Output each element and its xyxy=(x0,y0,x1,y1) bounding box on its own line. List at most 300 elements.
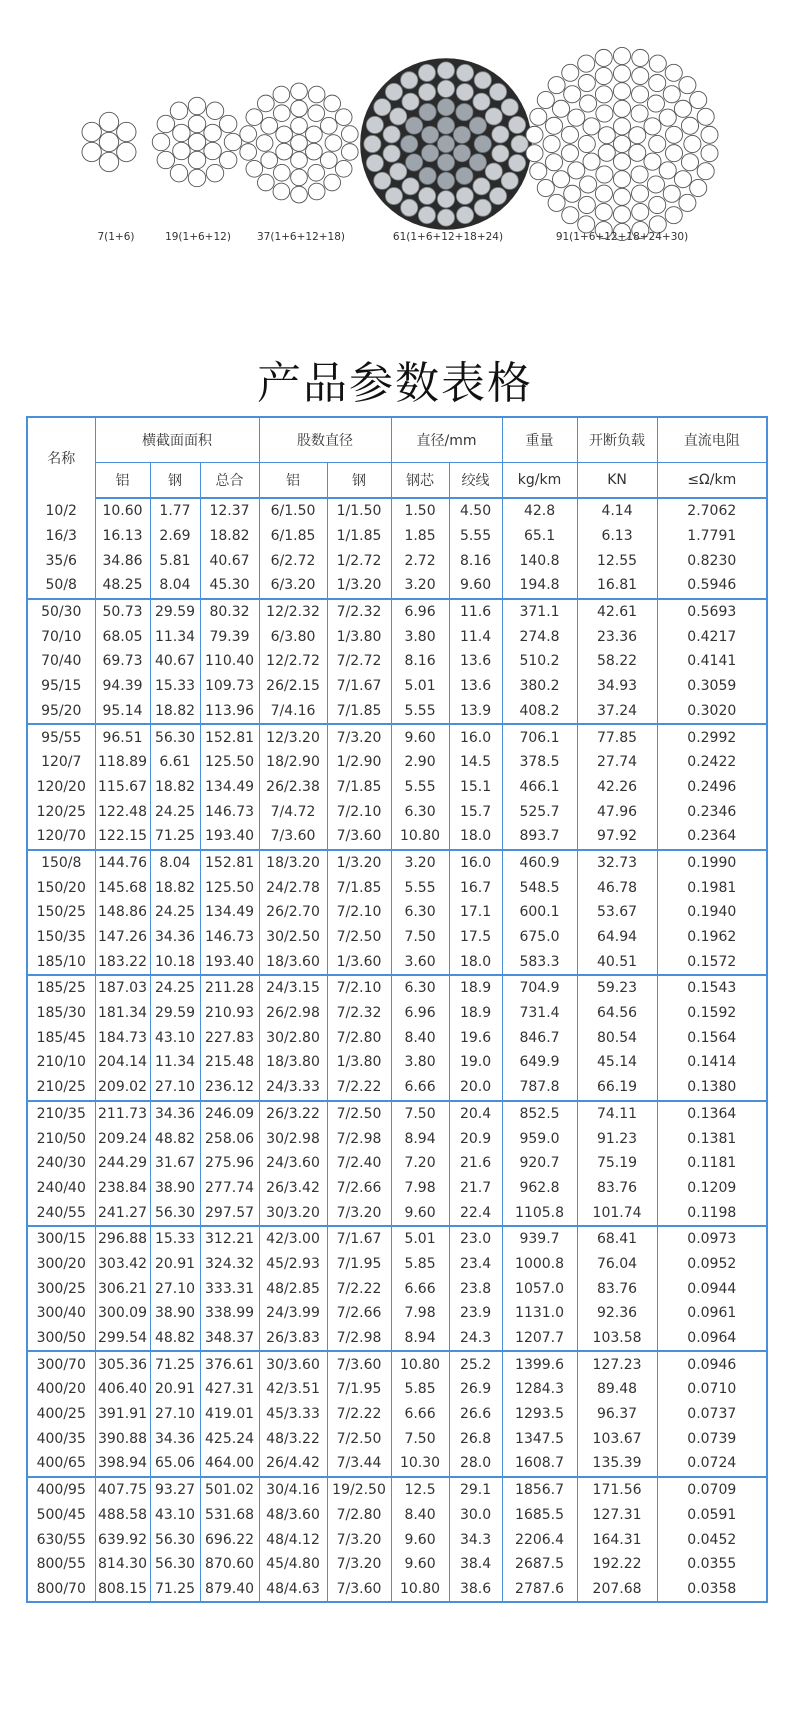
wire xyxy=(291,186,308,203)
wire xyxy=(613,153,630,170)
table-cell: 24.25 xyxy=(150,975,200,1001)
row-name-cell: 120/20 xyxy=(36,778,86,795)
table-row xyxy=(27,599,767,625)
table-cell: 20.9 xyxy=(449,1126,502,1151)
strand-91-drawing xyxy=(622,144,623,145)
row-name-cell: 300/20 xyxy=(36,1255,86,1272)
table-cell: 7/3.60 xyxy=(327,824,391,850)
table-cell: 5.55 xyxy=(449,524,502,549)
table-row xyxy=(27,1351,767,1377)
wire xyxy=(564,86,581,103)
wire xyxy=(545,154,562,171)
header-name: 名称 xyxy=(47,451,76,467)
wire xyxy=(188,97,205,114)
table-cell: 0.2992 xyxy=(657,724,767,750)
wire xyxy=(548,194,565,211)
wire xyxy=(469,117,486,134)
table-cell: 29.59 xyxy=(150,599,200,625)
table-cell: 2.90 xyxy=(391,750,449,775)
wire xyxy=(402,93,419,110)
table-cell: 115.67 xyxy=(95,775,150,800)
table-cell: 0.1564 xyxy=(657,1025,767,1050)
table-cell: 40.51 xyxy=(577,949,657,975)
wire xyxy=(240,126,257,143)
table-cell: 1105.8 xyxy=(502,1200,577,1226)
row-name-cell: 120/25 xyxy=(36,803,86,820)
table-cell: 787.8 xyxy=(502,1075,577,1101)
table-cell: 10.60 xyxy=(95,498,150,524)
header-row-1 xyxy=(27,417,767,463)
table-cell: 8.94 xyxy=(391,1126,449,1151)
table-cell: 29.1 xyxy=(449,1477,502,1503)
table-cell: 258.06 xyxy=(200,1126,259,1151)
table-cell: 0.1181 xyxy=(657,1151,767,1176)
wire xyxy=(257,95,274,112)
table-cell: 464.00 xyxy=(200,1451,259,1477)
table-cell: 18.82 xyxy=(200,524,259,549)
table-cell: 244.29 xyxy=(95,1151,150,1176)
table-cell: 110.40 xyxy=(200,649,259,674)
table-row xyxy=(27,775,767,800)
table-cell: 96.51 xyxy=(95,724,150,750)
table-cell: 24.25 xyxy=(150,799,200,824)
wire xyxy=(595,49,612,66)
table-cell: 0.1198 xyxy=(657,1200,767,1226)
row-name-cell: 500/45 xyxy=(36,1506,86,1523)
table-row xyxy=(27,1451,767,1477)
wire xyxy=(385,187,402,204)
table-cell: 846.7 xyxy=(502,1025,577,1050)
table-row xyxy=(27,925,767,950)
table-cell: 40.67 xyxy=(200,548,259,573)
table-cell: 7/3.60 xyxy=(327,1351,391,1377)
table-cell: 299.54 xyxy=(95,1326,150,1352)
table-cell: 89.48 xyxy=(577,1377,657,1402)
table-cell: 17.1 xyxy=(449,900,502,925)
wire xyxy=(173,124,190,141)
table-cell: 8.16 xyxy=(449,548,502,573)
wire xyxy=(665,207,682,224)
table-cell: 4.14 xyxy=(577,498,657,524)
row-name-cell: 150/20 xyxy=(36,879,86,896)
row-name-cell: 400/25 xyxy=(36,1406,86,1423)
table-cell: 1131.0 xyxy=(502,1301,577,1326)
table-row xyxy=(27,1552,767,1577)
table-cell: 0.1940 xyxy=(657,900,767,925)
table-cell: 13.6 xyxy=(449,674,502,699)
table-cell: 27.10 xyxy=(150,1402,200,1427)
wire xyxy=(273,183,290,200)
row-name-cell: 240/30 xyxy=(36,1155,86,1172)
wire xyxy=(578,74,595,91)
strand-7-caption: 7(1+6) xyxy=(97,231,135,243)
wire xyxy=(437,80,454,97)
table-cell: 466.1 xyxy=(502,775,577,800)
wire xyxy=(649,196,666,213)
wire xyxy=(273,105,290,122)
table-cell: 42.26 xyxy=(577,775,657,800)
wire xyxy=(341,126,358,143)
table-cell: 45/2.93 xyxy=(259,1252,327,1277)
table-cell: 15.33 xyxy=(150,674,200,699)
wire xyxy=(188,115,205,132)
wire xyxy=(406,117,423,134)
wire xyxy=(526,126,543,143)
table-cell: 18.9 xyxy=(449,1001,502,1026)
wire xyxy=(526,145,543,162)
wire xyxy=(418,207,435,224)
table-cell: 0.5693 xyxy=(657,599,767,625)
table-cell: 297.57 xyxy=(200,1200,259,1226)
table-row xyxy=(27,1226,767,1252)
table-cell: 1.85 xyxy=(391,524,449,549)
table-cell: 18.82 xyxy=(150,775,200,800)
table-cell: 0.1381 xyxy=(657,1126,767,1151)
table-cell: 122.48 xyxy=(95,799,150,824)
table-cell: 59.23 xyxy=(577,975,657,1001)
table-cell: 6/2.72 xyxy=(259,548,327,573)
table-cell: 7/1.95 xyxy=(327,1377,391,1402)
table-cell: 7/1.67 xyxy=(327,674,391,699)
wire xyxy=(437,135,454,152)
wire xyxy=(99,152,118,171)
table-cell: 42.8 xyxy=(502,498,577,524)
table-cell: 68.05 xyxy=(95,624,150,649)
wire xyxy=(548,77,565,94)
table-cell: 324.32 xyxy=(200,1252,259,1277)
table-row xyxy=(27,875,767,900)
wire xyxy=(509,154,526,171)
table-cell: 18.0 xyxy=(449,824,502,850)
table-cell: 0.2346 xyxy=(657,799,767,824)
wire xyxy=(437,99,454,116)
table-cell: 183.22 xyxy=(95,949,150,975)
wire xyxy=(157,115,174,132)
wire xyxy=(256,135,273,152)
wire xyxy=(596,166,613,183)
table-row xyxy=(27,624,767,649)
table-row xyxy=(27,1377,767,1402)
table-cell: 1/3.20 xyxy=(327,573,391,599)
table-cell: 406.40 xyxy=(95,1377,150,1402)
wire xyxy=(564,185,581,202)
wire xyxy=(291,152,308,169)
wire xyxy=(173,142,190,159)
table-row xyxy=(27,1326,767,1352)
table-cell: 0.2364 xyxy=(657,824,767,850)
row-name-cell: 240/40 xyxy=(36,1179,86,1196)
table-cell: 29.59 xyxy=(150,1001,200,1026)
table-cell: 227.83 xyxy=(200,1025,259,1050)
table-cell: 22.4 xyxy=(449,1200,502,1226)
table-cell: 146.73 xyxy=(200,925,259,950)
table-cell: 0.2422 xyxy=(657,750,767,775)
table-cell: 24/3.33 xyxy=(259,1075,327,1101)
table-cell: 109.73 xyxy=(200,674,259,699)
wire xyxy=(453,126,470,143)
header-steel-strand: 钢 xyxy=(327,463,391,499)
table-cell: 7/2.80 xyxy=(327,1025,391,1050)
table-cell: 7/1.85 xyxy=(327,875,391,900)
row-name-cell: 400/65 xyxy=(36,1455,86,1472)
table-cell: 1207.7 xyxy=(502,1326,577,1352)
table-cell: 38.90 xyxy=(150,1301,200,1326)
wire xyxy=(649,135,666,152)
table-cell: 34.93 xyxy=(577,674,657,699)
table-cell: 5.55 xyxy=(391,875,449,900)
row-name-cell: 70/10 xyxy=(41,628,82,645)
wire xyxy=(473,93,490,110)
table-cell: 1000.8 xyxy=(502,1252,577,1277)
table-cell: 50.73 xyxy=(95,599,150,625)
table-cell: 27.10 xyxy=(150,1276,200,1301)
table-cell: 8.40 xyxy=(391,1025,449,1050)
table-cell: 18.82 xyxy=(150,699,200,725)
table-cell: 296.88 xyxy=(95,1226,150,1252)
table-cell: 134.49 xyxy=(200,900,259,925)
table-cell: 5.85 xyxy=(391,1252,449,1277)
table-cell: 1399.6 xyxy=(502,1351,577,1377)
table-cell: 18/2.90 xyxy=(259,750,327,775)
table-cell: 45.14 xyxy=(577,1050,657,1075)
table-cell: 24/3.15 xyxy=(259,975,327,1001)
row-name-cell: 120/7 xyxy=(41,754,82,771)
wire xyxy=(152,133,169,150)
table-cell: 118.89 xyxy=(95,750,150,775)
table-cell: 300.09 xyxy=(95,1301,150,1326)
row-group xyxy=(27,724,767,849)
wire xyxy=(261,152,278,169)
wire xyxy=(273,164,290,181)
wire xyxy=(659,109,676,126)
table-cell: 8.04 xyxy=(150,850,200,876)
wire xyxy=(308,183,325,200)
wire xyxy=(474,72,491,89)
header-total: 总合 xyxy=(200,463,259,499)
table-cell: 152.81 xyxy=(200,724,259,750)
table-cell: 209.02 xyxy=(95,1075,150,1101)
table-cell: 30/2.50 xyxy=(259,925,327,950)
table-cell: 16.81 xyxy=(577,573,657,599)
table-row xyxy=(27,1001,767,1026)
wire xyxy=(219,151,236,168)
table-cell: 7/2.40 xyxy=(327,1151,391,1176)
table-cell: 962.8 xyxy=(502,1176,577,1201)
row-name-cell: 210/35 xyxy=(36,1105,86,1122)
table-cell: 144.76 xyxy=(95,850,150,876)
row-group xyxy=(27,599,767,724)
row-name-cell: 185/10 xyxy=(36,953,86,970)
row-name-cell: 240/55 xyxy=(36,1204,86,1221)
wire xyxy=(561,145,578,162)
wire xyxy=(374,172,391,189)
table-cell: 2787.6 xyxy=(502,1577,577,1603)
table-cell: 46.78 xyxy=(577,875,657,900)
table-cell: 145.68 xyxy=(95,875,150,900)
wire xyxy=(474,135,491,152)
wire xyxy=(383,145,400,162)
table-cell: 8.94 xyxy=(391,1326,449,1352)
table-cell: 7/2.32 xyxy=(327,1001,391,1026)
wire xyxy=(188,151,205,168)
strand-19-drawing xyxy=(197,142,198,143)
wire xyxy=(385,83,402,100)
table-row xyxy=(27,975,767,1001)
wire xyxy=(595,185,612,202)
table-cell: 303.42 xyxy=(95,1252,150,1277)
header-diameter: 直径/mm xyxy=(391,417,502,463)
table-cell: 1/1.50 xyxy=(327,498,391,524)
wire xyxy=(188,133,205,150)
table-cell: 7/2.50 xyxy=(327,925,391,950)
table-cell: 34.36 xyxy=(150,1101,200,1127)
table-cell: 1.7791 xyxy=(657,524,767,549)
table-cell: 48/3.22 xyxy=(259,1426,327,1451)
table-cell: 7/2.10 xyxy=(327,900,391,925)
table-cell: 600.1 xyxy=(502,900,577,925)
wire xyxy=(492,126,509,143)
table-cell: 127.23 xyxy=(577,1351,657,1377)
wire xyxy=(473,178,490,195)
wire xyxy=(306,126,323,143)
table-cell: 80.54 xyxy=(577,1025,657,1050)
table-cell: 27.74 xyxy=(577,750,657,775)
wire xyxy=(598,127,615,144)
table-cell: 25.2 xyxy=(449,1351,502,1377)
wire xyxy=(580,95,597,112)
table-cell: 18.82 xyxy=(150,875,200,900)
table-cell: 10.80 xyxy=(391,824,449,850)
table-cell: 7/2.80 xyxy=(327,1503,391,1528)
table-cell: 19.6 xyxy=(449,1025,502,1050)
wire xyxy=(291,100,308,117)
wire xyxy=(306,143,323,160)
table-cell: 10.80 xyxy=(391,1351,449,1377)
header-load-unit: KN xyxy=(577,463,657,499)
strand-diagrams xyxy=(0,0,790,260)
table-cell: 7/3.60 xyxy=(327,1577,391,1603)
row-group xyxy=(27,975,767,1100)
strand-19-caption: 19(1+6+12) xyxy=(165,231,231,243)
wire xyxy=(530,108,547,125)
wire xyxy=(647,176,664,193)
strand-61-caption: 61(1+6+12+18+24) xyxy=(392,231,504,243)
row-group xyxy=(27,1101,767,1226)
table-cell: 12.55 xyxy=(577,548,657,573)
table-cell: 21.6 xyxy=(449,1151,502,1176)
row-name-cell: 50/8 xyxy=(45,577,77,594)
table-cell: 11.6 xyxy=(449,599,502,625)
table-row xyxy=(27,1176,767,1201)
wire xyxy=(530,163,547,180)
table-cell: 30.0 xyxy=(449,1503,502,1528)
table-row xyxy=(27,1276,767,1301)
table-cell: 209.24 xyxy=(95,1126,150,1151)
table-cell: 31.67 xyxy=(150,1151,200,1176)
table-row xyxy=(27,1126,767,1151)
table-cell: 5.01 xyxy=(391,1226,449,1252)
wire xyxy=(489,83,506,100)
table-row xyxy=(27,1527,767,1552)
table-cell: 6/3.20 xyxy=(259,573,327,599)
table-cell: 639.92 xyxy=(95,1527,150,1552)
table-cell: 14.5 xyxy=(449,750,502,775)
table-cell: 8.04 xyxy=(150,573,200,599)
table-row xyxy=(27,649,767,674)
table-row xyxy=(27,1151,767,1176)
table-cell: 333.31 xyxy=(200,1276,259,1301)
wire xyxy=(291,83,308,100)
wire xyxy=(419,167,436,184)
table-cell: 306.21 xyxy=(95,1276,150,1301)
table-cell: 6.30 xyxy=(391,799,449,824)
wire xyxy=(681,154,698,171)
table-cell: 5.55 xyxy=(391,699,449,725)
table-cell: 26/2.70 xyxy=(259,900,327,925)
table-cell: 6.96 xyxy=(391,599,449,625)
header-weight-unit: kg/km xyxy=(502,463,577,499)
wire xyxy=(674,100,691,117)
table-cell: 5.55 xyxy=(391,775,449,800)
wire xyxy=(595,203,612,220)
wire xyxy=(246,109,263,126)
wire xyxy=(437,154,454,171)
row-name-cell: 300/50 xyxy=(36,1330,86,1347)
table-cell: 93.27 xyxy=(150,1477,200,1503)
table-cell: 12.37 xyxy=(200,498,259,524)
wire xyxy=(632,185,649,202)
table-cell: 24.3 xyxy=(449,1326,502,1352)
table-cell: 5.85 xyxy=(391,1377,449,1402)
table-cell: 20.0 xyxy=(449,1075,502,1101)
wire xyxy=(364,135,381,152)
table-cell: 0.0355 xyxy=(657,1552,767,1577)
table-cell: 1.50 xyxy=(391,498,449,524)
table-row xyxy=(27,949,767,975)
table-cell: 103.67 xyxy=(577,1426,657,1451)
table-cell: 0.0739 xyxy=(657,1426,767,1451)
table-cell: 2206.4 xyxy=(502,1527,577,1552)
header-steel-core: 钢芯 xyxy=(391,463,449,499)
table-cell: 1347.5 xyxy=(502,1426,577,1451)
table-cell: 9.60 xyxy=(391,1552,449,1577)
wire xyxy=(456,104,473,121)
table-cell: 97.92 xyxy=(577,824,657,850)
table-cell: 18/3.80 xyxy=(259,1050,327,1075)
table-cell: 11.34 xyxy=(150,624,200,649)
wire xyxy=(489,187,506,204)
table-cell: 391.91 xyxy=(95,1402,150,1427)
table-cell: 274.8 xyxy=(502,624,577,649)
table-cell: 17.5 xyxy=(449,925,502,950)
wire xyxy=(613,188,630,205)
table-row xyxy=(27,1025,767,1050)
table-cell: 47.96 xyxy=(577,799,657,824)
table-cell: 704.9 xyxy=(502,975,577,1001)
table-cell: 0.0952 xyxy=(657,1252,767,1277)
wire xyxy=(690,91,707,108)
strand-61-drawing xyxy=(446,144,447,145)
table-cell: 26/4.42 xyxy=(259,1451,327,1477)
table-cell: 305.36 xyxy=(95,1351,150,1377)
table-cell: 92.36 xyxy=(577,1301,657,1326)
table-cell: 0.4141 xyxy=(657,649,767,674)
table-cell: 0.1414 xyxy=(657,1050,767,1075)
row-name-cell: 70/40 xyxy=(41,653,82,670)
table-cell: 75.19 xyxy=(577,1151,657,1176)
table-row xyxy=(27,724,767,750)
table-cell: 140.8 xyxy=(502,548,577,573)
